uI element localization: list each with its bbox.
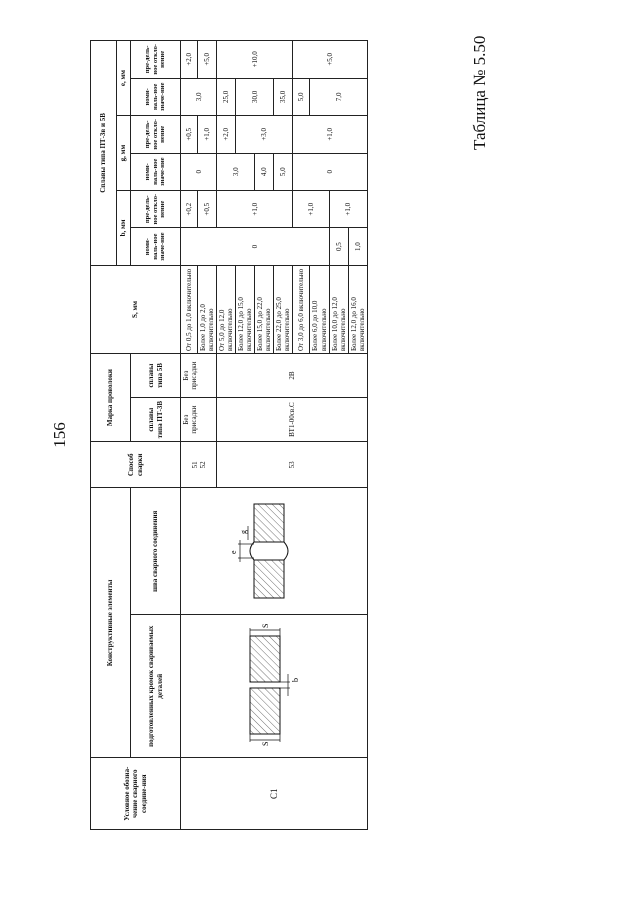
header-alloy-pt3v: сплавы типа ПТ-3В bbox=[131, 398, 181, 442]
header-e: e, мм bbox=[117, 41, 131, 116]
g-dev-4: +3,0 bbox=[236, 116, 293, 153]
header-method: Способ сварки bbox=[91, 442, 181, 488]
header-e-nominal: номи-наль-ное значе-ние bbox=[131, 78, 181, 115]
header-b-nominal: номи-наль-ное значе-ние bbox=[131, 228, 181, 265]
method-52: 52 bbox=[198, 461, 207, 469]
g-nom-0b: 0 bbox=[293, 153, 367, 190]
header-wire-grade: Марка проволоки bbox=[91, 354, 131, 442]
e-dev-5: +5,0 bbox=[198, 41, 217, 79]
header-b: b, мм bbox=[117, 190, 131, 265]
b-nom-1: 1,0 bbox=[348, 228, 367, 265]
e-dev-10: +10,0 bbox=[217, 41, 293, 79]
weld-drawing-svg bbox=[218, 496, 328, 606]
drawing-label-s-left: S bbox=[260, 741, 270, 747]
wire-2v: 2В bbox=[217, 354, 368, 398]
s-row-4: Более 12,0 до 15,0 включительно bbox=[236, 265, 255, 353]
s-row-3: От 5,0 до 12,0 включительно bbox=[217, 265, 236, 353]
header-prepared-edges: подготовленных кромок свариваемых деталей bbox=[131, 615, 181, 758]
e-dev-5b: +5,0 bbox=[293, 41, 367, 79]
drawing-label-g: g bbox=[238, 530, 248, 535]
edges-drawing bbox=[181, 615, 368, 758]
e-nom-25: 25,0 bbox=[217, 78, 236, 115]
rotated-table-container bbox=[90, 40, 370, 830]
drawing-label-b: b bbox=[290, 678, 300, 683]
designation-value: С1 bbox=[181, 758, 368, 830]
wire-vt1: ВТ1-00св.С bbox=[217, 398, 368, 442]
header-g-nominal: номи-наль-ное значе-ние bbox=[131, 153, 181, 190]
page-number: 156 bbox=[50, 422, 69, 448]
header-weld-seam: шва сварного соединения bbox=[131, 488, 181, 615]
e-nom-35: 35,0 bbox=[274, 78, 293, 115]
wire-no-filler-2: Без присадки bbox=[181, 354, 217, 398]
header-e-deviation: пре-дель-ное откло-нение bbox=[131, 41, 181, 79]
header-alloys-group: Сплавы типа ПТ-3в и 5В bbox=[91, 41, 117, 266]
s-row-5: Более 15,0 до 22,0 включительно bbox=[255, 265, 274, 353]
table-caption: Таблица № 5.50 bbox=[470, 35, 489, 150]
g-dev-2: +1,0 bbox=[198, 116, 217, 153]
edges-drawing-svg bbox=[218, 624, 328, 748]
g-nom-4: 4,0 bbox=[255, 153, 274, 190]
method-51: 51 bbox=[190, 461, 199, 469]
g-dev-1: +0,5 bbox=[181, 116, 198, 153]
b-nom-0: 0 bbox=[181, 228, 330, 265]
s-row-9: Более 10,0 до 12,0 включительно bbox=[329, 265, 348, 353]
weld-drawing bbox=[181, 488, 368, 615]
header-constructive: Конструктивные элементы bbox=[91, 488, 131, 758]
method-53: 53 bbox=[217, 442, 368, 488]
e-nom-5: 5,0 bbox=[293, 78, 310, 115]
s-row-8: Более 6,0 до 10,0 включительно bbox=[310, 265, 329, 353]
header-designation: Условное обозна-чение сварного соедине-ния bbox=[91, 758, 181, 830]
b-dev-5: +1,0 bbox=[329, 190, 367, 227]
b-dev-1: +0,2 bbox=[181, 190, 198, 227]
e-nom-30: 30,0 bbox=[236, 78, 274, 115]
b-dev-4: +1,0 bbox=[293, 190, 329, 227]
s-row-10: Более 12,0 до 16,0 включительно bbox=[348, 265, 367, 353]
drawing-label-s-right: S bbox=[260, 624, 270, 629]
weld-joint-table bbox=[90, 40, 368, 830]
header-s: S, мм bbox=[91, 265, 181, 353]
drawing-label-e: e bbox=[228, 550, 238, 555]
method-51-52 bbox=[181, 442, 217, 488]
s-row-1: От 0,5 до 1,0 включительно bbox=[181, 265, 198, 353]
header-b-deviation: пре-дель-ное откло-нение bbox=[131, 190, 181, 227]
b-dev-3: +1,0 bbox=[217, 190, 293, 227]
g-nom-5: 5,0 bbox=[274, 153, 293, 190]
e-nom-3: 3,0 bbox=[181, 78, 217, 115]
s-row-6: Более 22,0 до 25,0 включительно bbox=[274, 265, 293, 353]
s-row-2: Более 1,0 до 2,0 включительно bbox=[198, 265, 217, 353]
g-nom-0: 0 bbox=[181, 153, 217, 190]
header-g-deviation: пре-дель-ное откло-нение bbox=[131, 116, 181, 153]
header-g: g, мм bbox=[117, 116, 131, 191]
g-nom-3: 3,0 bbox=[217, 153, 255, 190]
g-dev-3: +2,0 bbox=[217, 116, 236, 153]
b-nom-05: 0,5 bbox=[329, 228, 348, 265]
g-dev-5: +1,0 bbox=[293, 116, 367, 153]
header-alloy-5v: сплавы типа 5В bbox=[131, 354, 181, 398]
wire-no-filler-1: Без присадки bbox=[181, 398, 217, 442]
e-nom-7: 7,0 bbox=[310, 78, 367, 115]
b-dev-2: +0,5 bbox=[198, 190, 217, 227]
e-dev-2: +2,0 bbox=[181, 41, 198, 79]
s-row-7: От 3,0 до 6,0 включительно bbox=[293, 265, 310, 353]
